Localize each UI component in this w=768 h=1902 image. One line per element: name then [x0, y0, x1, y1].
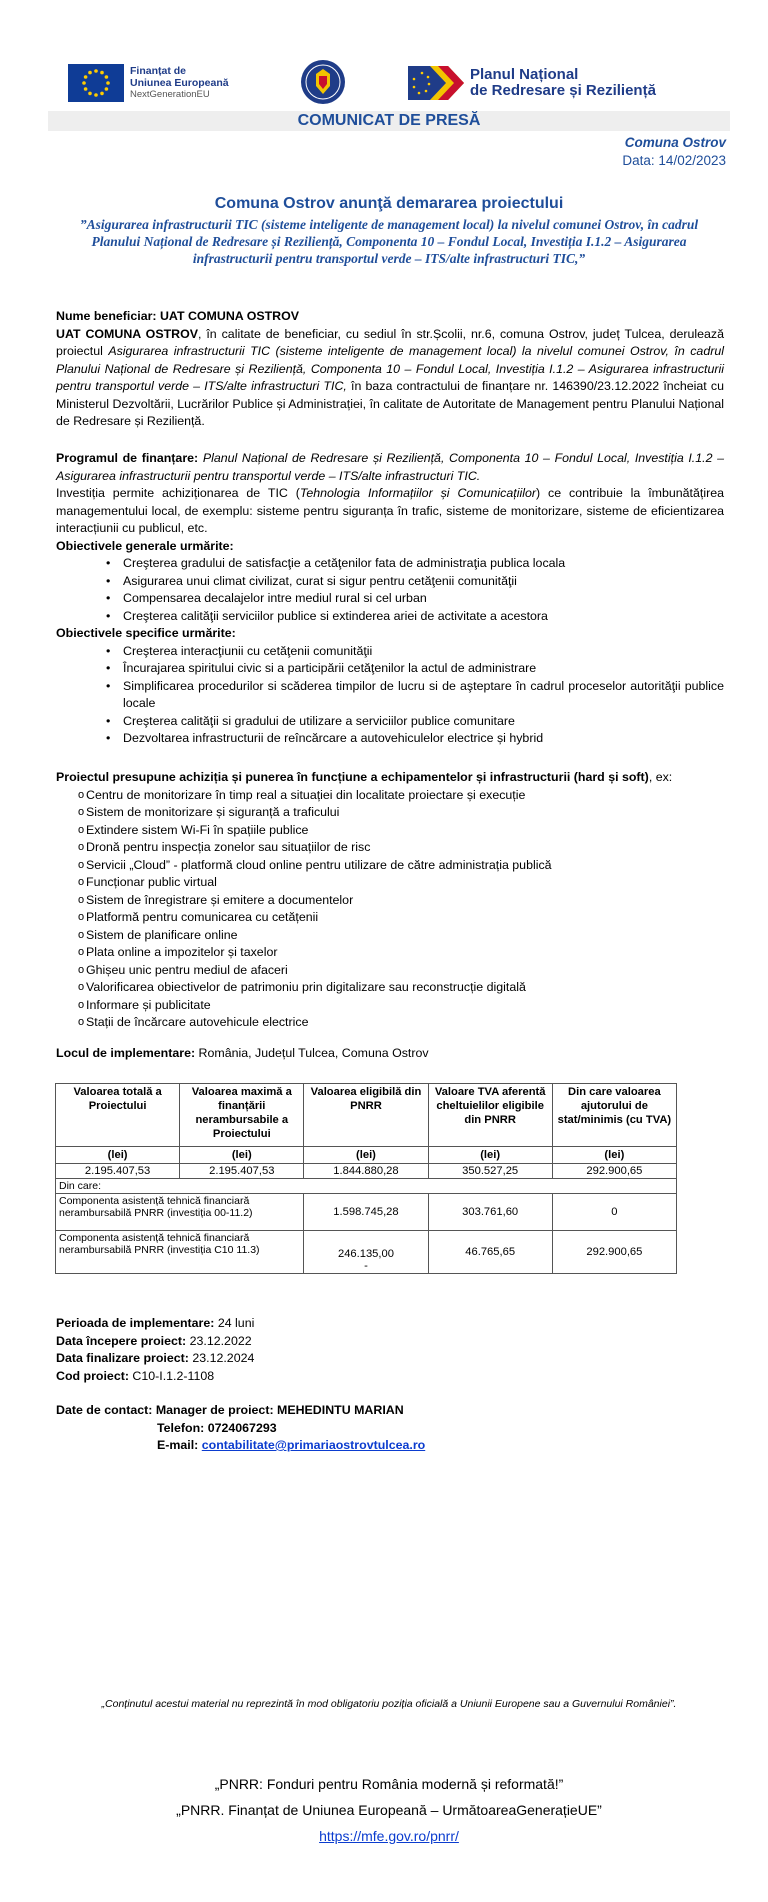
table-cell: 2.195.407,53 [56, 1164, 180, 1179]
disclaimer: „Conținutul acestui material nu reprezintă în mod obligatoriu poziția oficială a Uniunii Europene sau a Guvernului României”. [101, 1698, 677, 1710]
release-date: Data: 14/02/2023 [622, 153, 726, 168]
program-section [56, 450, 724, 748]
table-cell: Componenta asistență tehnică financiară nerambursabilă PNRR (investiția 00-11.2) [56, 1194, 304, 1231]
financing-table [55, 1083, 677, 1274]
press-release-banner: COMUNICAT DE PRESĂ [48, 111, 730, 131]
table-header-cell: Valoarea eligibilă din PNRR [304, 1084, 428, 1147]
eu-flag-icon [68, 64, 124, 102]
list-item: o Valorificarea obiectivelor de patrimoniu prin digitalizare sau reconstrucție digitală [56, 979, 724, 997]
pnrr-logo-line1: Planul Național [470, 66, 579, 83]
start-date: 23.12.2022 [186, 1333, 252, 1348]
list-item: • Dezvoltarea infrastructurii de reîncărcare a autovehiculelor electrice și hybrid [56, 730, 724, 748]
contact-email-link[interactable]: contabilitate@primariaostrovtulcea.ro [201, 1438, 426, 1452]
program-paragraph: Programul de finanțare: Planul Național de Redresare și Reziliență, Componenta 10 – Fondul Local, Investiția I.1.2 –Asigurarea infrastructurii pentru transportul verde – ITS/alte infrastructuri TIC. [56, 451, 725, 483]
eu-logo-line2: Uniunea Europeană [130, 77, 229, 89]
specific-objectives-list [56, 643, 724, 748]
commune-name: Comuna Ostrov [624, 135, 726, 150]
list-item: o Sistem de monitorizare și siguranță a traficului [56, 804, 724, 822]
list-item: • Încurajarea spiritului civic si a participării cetăţenilor la actul de administrare [56, 660, 724, 678]
specific-objectives-title: Obiectivele specifice urmărite: [56, 626, 236, 640]
project-subtitle: ”Asigurarea infrastructurii TIC (sisteme inteligente de management local) la nivelul comunei Ostrov, în cadrul Planului Național de Redresare și Reziliență, Componenta 10 – Fondul Local, Investiția I.1.2 – Asigurarea infrastructurii pentru transportul verde – ITS/alte infrastructuri TIC,” [79, 217, 699, 266]
header-logos [68, 58, 668, 108]
footer-slogan-2: „PNRR. Finanțat de Uniunea Europeană – UrmătoareaGenerațieUE” [176, 1802, 602, 1818]
list-item: o Ghișeu unic pentru mediul de afaceri [56, 962, 724, 980]
pnrr-logo [408, 66, 656, 100]
table-cell: 292.900,65 [552, 1164, 676, 1179]
acquisition-title: Proiectul presupune achiziția și punerea în funcțiune a echipamentelor și infrastructurii (hard și soft), ex: [56, 770, 673, 784]
table-unit-row [56, 1147, 677, 1164]
eu-logo-line1: Finanțat de [130, 65, 187, 77]
list-item: o Stații de încărcare autovehicule electrice [56, 1014, 724, 1032]
table-cell: 1.844.880,28 [304, 1164, 428, 1179]
list-item: o Centru de monitorizare în timp real a situației din localitate proiectare și execuție [56, 787, 724, 805]
table-cell: (lei) [180, 1147, 304, 1164]
eu-logo-line3: NextGenerationEU [130, 89, 210, 100]
table-row [56, 1231, 677, 1274]
table-cell: (lei) [304, 1147, 428, 1164]
list-item: o Platformă pentru comunicarea cu cetățenii [56, 909, 724, 927]
pnrr-logo-line2: de Redresare și Reziliență [470, 82, 656, 99]
list-item: o Sistem de înregistrare și emitere a documentelor [56, 892, 724, 910]
table-cell: 292.900,65 [552, 1231, 676, 1274]
romanian-government-seal-icon [300, 58, 346, 106]
pnrr-website-link[interactable]: https://mfe.gov.ro/pnrr/ [319, 1828, 459, 1844]
list-item: • Creşterea interacţiunii cu cetăţenii comunităţii [56, 643, 724, 661]
table-cell: 1.598.745,28 [304, 1194, 428, 1231]
table-header-row [56, 1084, 677, 1147]
beneficiary-label: Nume beneficiar: UAT COMUNA OSTROV [56, 309, 300, 323]
list-item: • Creşterea calităţii serviciilor publice si extinderea ariei de activitate a acestora [56, 608, 724, 626]
eu-logo [68, 64, 229, 102]
list-item: • Simplificarea procedurilor si scăderea timpilor de lucru si de aşteptare în cadrul proceselor autorităţii publice locale [56, 678, 724, 713]
acquisition-list [56, 787, 724, 1032]
table-dash: - [364, 1260, 368, 1272]
table-cell: 46.765,65 [428, 1231, 552, 1274]
list-item: o Informare și publicitate [56, 997, 724, 1015]
general-objectives-title: Obiectivele generale urmărite: [56, 538, 234, 553]
page-title: Comuna Ostrov anunţă demararea proiectului [214, 195, 564, 212]
list-item: o Servicii „Cloud” - platformă cloud online pentru utilizare de către administrația publică [56, 857, 724, 875]
table-row [56, 1194, 677, 1231]
table-header-cell: Din care valoarea ajutorului de stat/minimis (cu TVA) [552, 1084, 676, 1147]
table-cell: (lei) [428, 1147, 552, 1164]
contact-phone: Telefon: 0724067293 [157, 1420, 277, 1435]
table-cell: 246.135,00 - [304, 1231, 428, 1274]
list-item: o Sistem de planificare online [56, 927, 724, 945]
table-cell: 0 [552, 1194, 676, 1231]
implementation-period: 24 luni [214, 1316, 255, 1330]
table-row [56, 1164, 677, 1179]
table-cell: (lei) [552, 1147, 676, 1164]
footer-link-wrap [48, 1828, 730, 1844]
table-cell: (lei) [56, 1147, 180, 1164]
pnrr-flag-icon [408, 66, 464, 100]
acquisition-section [56, 769, 724, 1032]
general-objectives-list [56, 555, 724, 625]
list-item: • Creşterea gradului de satisfacţie a cetăţenilor fata de administraţia publica locala [56, 555, 724, 573]
end-date: 23.12.2024 [188, 1351, 255, 1365]
investment-paragraph: Investiția permite achiziționarea de TIC (Tehnologia Informațiilor și Comunicațiilor) ce contribuie la îmbunătățirea managementului local, de exemplu: sisteme pentru siguranța în trafic, sisteme de monitorizare, sisteme de eficientizarea interacțiunii cu publicul, etc. [56, 486, 724, 535]
beneficiary-paragraph: UAT COMUNA OSTROV, în calitate de beneficiar, cu sediul în str.Școlii, nr.6, comuna Ostrov, județ Tulcea, derulează proiectul Asigurarea infrastructurii TIC (sisteme inteligente de management local) la nivelul comunei Ostrov, în cadrul Planului Național de Redresare și Reziliență, Componenta 10 – Fondul Local, Investiția I.1.2 – Asigurarea infrastructurii pentru transportul verde – ITS/alte infrastructuri TIC, în baza contractului de finanțare nr. 146390/23.12.2022 încheiat cu Ministerul Dezvoltării, Lucrărilor Publice și Administrației, în calitate de Autoritate de Management pentru Planului Național de Redresare și Reziliență. [56, 326, 724, 428]
list-item: o Dronă pentru inspecția zonelor sau situațiilor de risc [56, 839, 724, 857]
table-row [56, 1179, 677, 1194]
location-line: Locul de implementare: România, Județul Tulcea, Comuna Ostrov [56, 1046, 429, 1060]
table-header-cell: Valoare TVA aferentă cheltuielilor eligibile din PNRR [428, 1084, 552, 1147]
list-item: o Funcționar public virtual [56, 874, 724, 892]
beneficiary-name: UAT COMUNA OSTROV [56, 326, 198, 341]
project-code: C10-I.1.2-1108 [128, 1368, 215, 1383]
list-item: o Plata online a impozitelor și taxelor [56, 944, 724, 962]
beneficiary-section [56, 308, 724, 431]
table-header-cell: Valoarea totală a Proiectului [56, 1084, 180, 1147]
table-cell: 2.195.407,53 [180, 1164, 304, 1179]
list-item: • Compensarea decalajelor intre mediul rural si cel urban [56, 590, 724, 608]
table-cell: Componenta asistență tehnică financiară nerambursabilă PNRR (investiția C10 11.3) [56, 1231, 304, 1274]
table-cell: 303.761,60 [428, 1194, 552, 1231]
project-name: Asigurarea infrastructurii TIC (sisteme inteligente de management local) la nivelul comunei Ostrov, în cadrul Planului Național de Redresare și Reziliență, Componenta 10 – Fondul Local, Investiția I.1.2 – Asigurarea infrastructurii pentru transportul verde – ITS/alte infrastructuri TIC, [56, 344, 724, 393]
footer-slogan-1: „PNRR: Fonduri pentru România modernă și reformată!” [214, 1776, 564, 1792]
contact-section: Date de contact: Manager de proiect: MEHEDINTU MARIAN Telefon: 0724067293 E-mail: contabilitate@primariaostrovtulcea.ro [56, 1402, 724, 1455]
table-cell: 350.527,25 [428, 1164, 552, 1179]
list-item: • Asigurarea unui climat civilizat, curat si sigur pentru cetăţenii comunităţii [56, 573, 724, 591]
contact-manager: Date de contact: Manager de proiect: MEHEDINTU MARIAN [56, 1403, 404, 1417]
table-cell: Din care: [56, 1179, 677, 1194]
list-item: • Creşterea calităţii si gradului de utilizare a serviciilor publice comunitare [56, 713, 724, 731]
table-header-cell: Valoarea maximă a finanțării nerambursabile a Proiectului [180, 1084, 304, 1147]
implementation-section: Perioada de implementare: 24 luni Data începere proiect: 23.12.2022 Data finalizare proiect: 23.12.2024 Cod proiect: C10-I.1.2-1108 [56, 1316, 255, 1383]
list-item: o Extindere sistem Wi-Fi în spațiile publice [56, 822, 724, 840]
